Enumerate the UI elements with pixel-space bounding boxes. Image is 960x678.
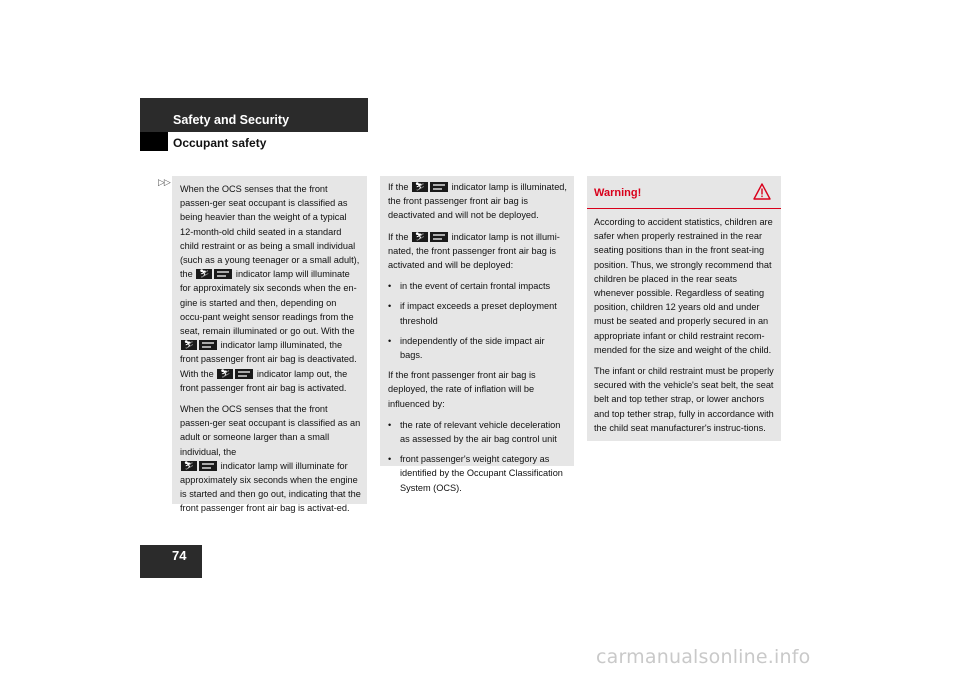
passenger-airbag-off-lamp-icon: ⛷ — [196, 269, 232, 279]
subsection-marker — [140, 132, 168, 151]
passenger-airbag-off-lamp-icon: ⛷ — [181, 340, 217, 350]
paragraph: According to accident statistics, children are safer when properly restrained in the rear seating positions than in the front seat-ing position. Thus, we strongly recommend that children be placed in the rear seats whenever possible. Regardless of seating position, children 12 years old and under must be seated and properly secured in an appropriate infant or child restraint recom-mended for the size and weight of the child. — [594, 217, 773, 355]
paragraph: When the OCS senses that the front passen-ger seat occupant is classified as an adult or someone larger than a small individual, the ⛷ indicator lamp will illuminate for approximately six seconds when the engine is started and then go out, indicating that the front passenger front air bag is activat-ed. — [180, 404, 361, 514]
warning-triangle-icon — [753, 183, 771, 200]
list-item: • independently of the side impact air bags. — [388, 335, 545, 361]
continued-marker: ▷▷ — [158, 177, 170, 187]
column-2 — [380, 176, 574, 493]
passenger-airbag-off-lamp-icon: ⛷ — [217, 369, 253, 379]
page-number-box — [140, 545, 202, 578]
paragraph: If the ⛷ indicator lamp is not illumi-nated, the front passenger front air bag is activated and will be deployed: — [388, 231, 560, 271]
inflation-factors-list — [388, 418, 568, 495]
list-item: • if impact exceeds a preset deployment threshold — [388, 301, 557, 326]
list-item: • front passenger's weight category as identified by the Occupant Classification System (OCS). — [388, 454, 563, 493]
warning-box — [587, 176, 781, 441]
section-title: Safety and Security — [173, 113, 290, 127]
passenger-airbag-off-lamp-icon: ⛷ — [412, 232, 448, 242]
paragraph: When the OCS senses that the front passen-ger seat occupant is classified as being heavier than the weight of a typical 12-month-old child seated in a standard child restraint or as being a small individual (such as a young teenager or a small adult), the ⛷ indicator lamp will illuminate for approximately six seconds when the en-gine is started and then, depending on occu-pant weight sensor readings from the seat, remain illuminated or go out. With the ⛷ indicator lamp illuminated, the front passenger front air bag is deactivated. With the ⛷ indicator lamp out, the front passenger front air bag is activated. — [180, 184, 360, 393]
passenger-airbag-off-lamp-icon: ⛷ — [412, 182, 448, 192]
column-1 — [172, 176, 367, 514]
paragraph: The infant or child restraint must be properly secured with the vehicle's seat belt, the seat belt and top tether strap, or lower anchors and top tether strap, fully in accordance with the child seat manufacturer's instruc-tions. — [594, 366, 774, 433]
list-item: • the rate of relevant vehicle deceleration as assessed by the air bag control unit — [388, 419, 561, 445]
paragraph: If the front passenger front air bag is deployed, the rate of inflation will be influenced by: — [388, 370, 536, 409]
page-number: 74 — [172, 548, 187, 563]
watermark: carmanualsonline.info — [596, 646, 811, 668]
deployment-conditions-list — [388, 279, 568, 362]
subsection-title: Occupant safety — [173, 136, 267, 150]
list-item: • in the event of certain frontal impacts — [388, 281, 551, 292]
passenger-airbag-off-lamp-icon: ⛷ — [181, 461, 217, 471]
paragraph: If the ⛷ indicator lamp is illuminated, the front passenger front air bag is deactivated and will not be deployed. — [388, 182, 567, 221]
warning-body — [587, 209, 781, 435]
warning-header — [587, 176, 781, 209]
warning-title: Warning! — [594, 187, 642, 199]
